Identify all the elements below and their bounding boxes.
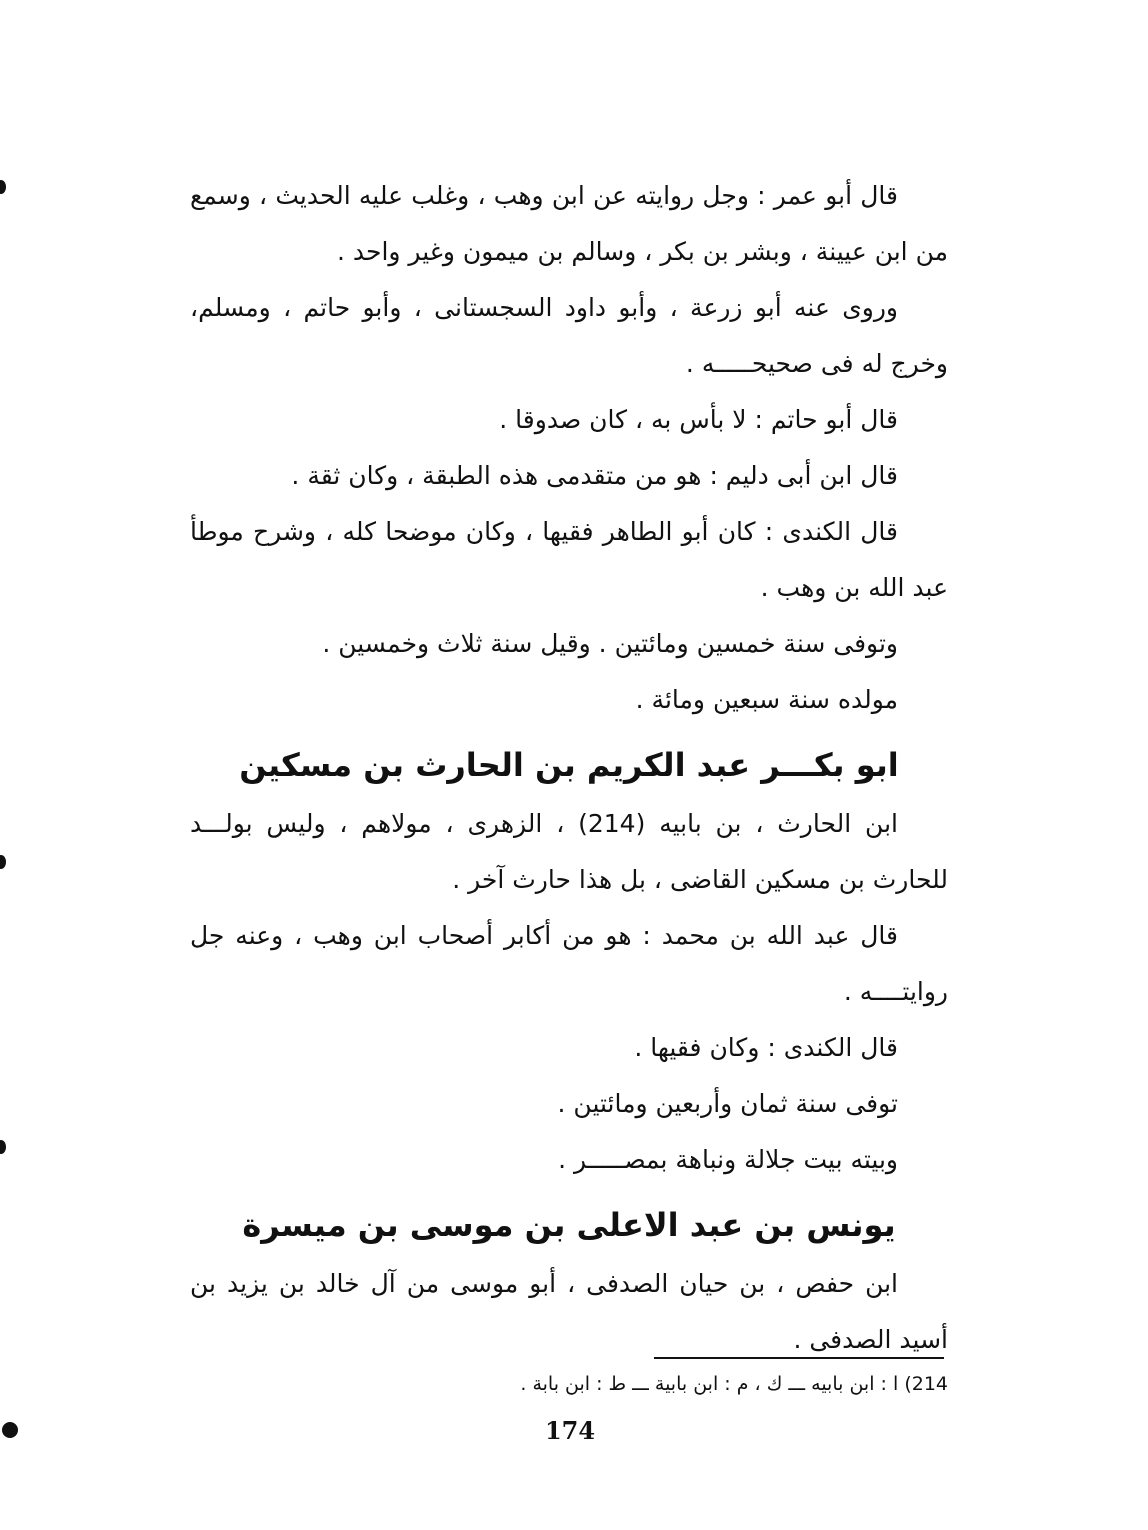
paragraph: ابن الحارث ، بن بابيه (214) ، الزهرى ، مولاهم ، وليس بولـــد للحارث بن مسكين القاضى ، بل هذا حارث آخر . [190,809,948,894]
paragraph: توفى سنة ثمان وأربعين ومائتين . [557,1089,898,1118]
paragraph: قال أبو حاتم : لا بأس به ، كان صدوقا . [499,405,898,434]
paragraph: قال أبو عمر : وجل روايته عن ابن وهب ، وغلب عليه الحديث ، وسمع من ابن عيينة ، وبشر بن بكر ، وسالم بن ميمون وغير واحد . [190,181,948,266]
paragraph: وبيته بيت جلالة ونباهة بمصـــــر . [558,1145,898,1174]
section-heading: ابو بكـــر عبد الكريم بن الحارث بن مسكين [239,746,899,784]
paragraph: وتوفى سنة خمسين ومائتين . وقيل سنة ثلاث وخمسين . [322,629,898,658]
paragraph: مولده سنة سبعين ومائة . [635,685,898,714]
binding-hole [2,1422,18,1438]
paragraph: ابن حفص ، بن حيان الصدفى ، أبو موسى من آل خالد بن يزيد بن أسيد الصدفى . [190,1269,948,1354]
paragraph: قال الكندى : كان أبو الطاهر فقيها ، وكان موضحا كله ، وشرح موطأ عبد الله بن وهب . [190,517,948,602]
page-body [190,168,948,1368]
binding-hole [0,180,6,194]
footnote-text: ا : ابن بابيه ـــ ك ، م : ابن بابية ـــ ط : ابن بابة . [520,1373,899,1395]
footnote [300,1366,948,1402]
paragraph: قال عبد الله بن محمد : هو من أكابر أصحاب ابن وهب ، وعنه جل روايتــــه . [190,921,948,1006]
footnote-marker: 214) [904,1373,948,1395]
section-heading: يونس بن عبد الاعلى بن موسى بن ميسرة [242,1206,896,1244]
footnote-divider [654,1357,944,1359]
paragraph: قال الكندى : وكان فقيها . [634,1033,898,1062]
paragraph: وروى عنه أبو زرعة ، وأبو داود السجستانى ، وأبو حاتم ، ومسلم، وخرج له فى صحيحـــــه . [190,293,948,378]
paragraph: قال ابن أبى دليم : هو من متقدمى هذه الطبقة ، وكان ثقة . [291,461,898,490]
binding-hole [0,855,6,869]
page-number: 174 [544,1416,596,1445]
binding-hole [0,1140,6,1154]
